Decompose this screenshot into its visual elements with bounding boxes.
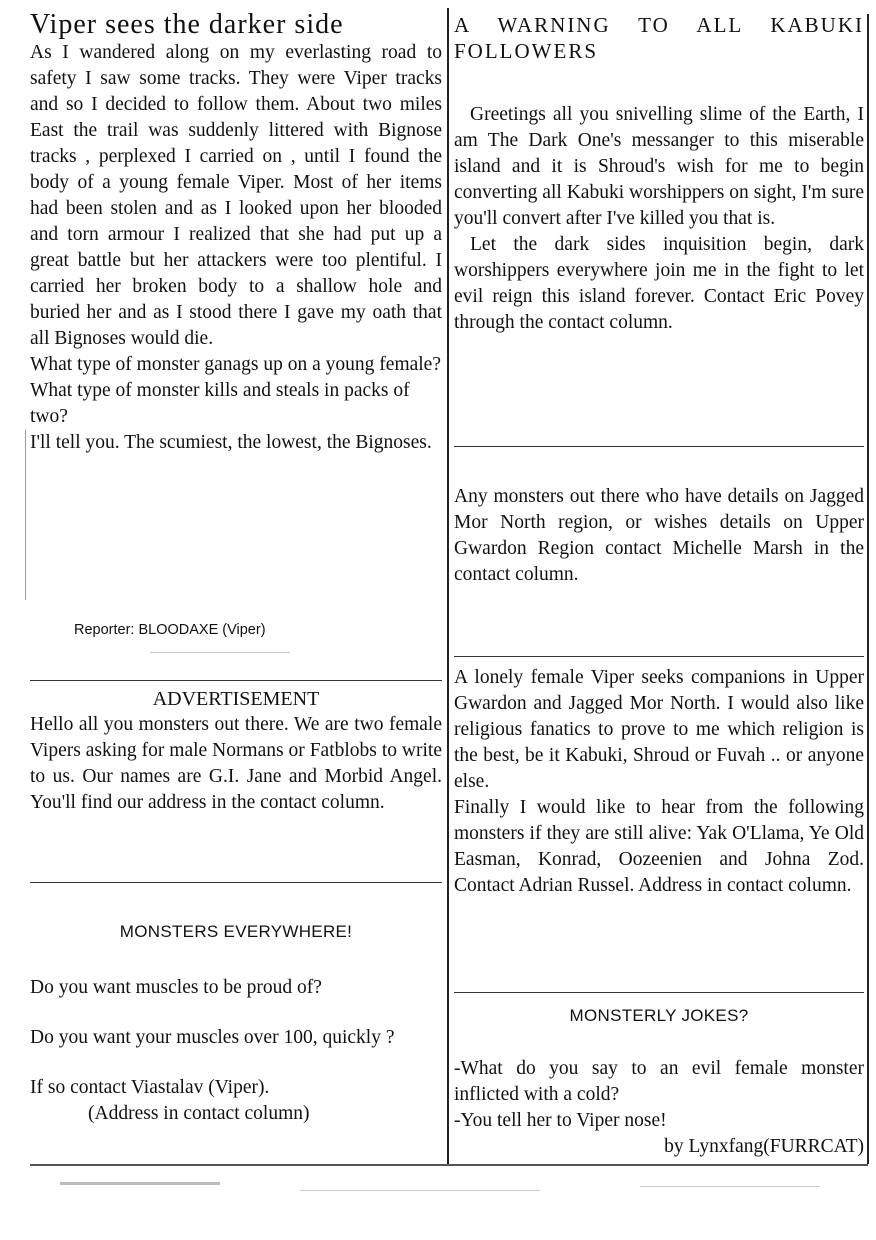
joke-signature: by Lynxfang(FURRCAT): [664, 1136, 864, 1157]
lonely-viper-ad: [454, 665, 864, 899]
column-divider: [447, 8, 449, 1166]
jagged-notice-body: Any monsters out there who have details on Jagged Mor North region, or wishes details on Upper Gwardon Region contact Michelle Marsh in the contact column.: [454, 486, 864, 585]
bottom-rule: [30, 1164, 868, 1166]
article-question: What type of monster ganags up on a young female?: [30, 354, 441, 375]
ad-heading: ADVERTISEMENT: [152, 688, 320, 710]
monsters-line: (Address in contact column): [88, 1103, 310, 1124]
warning-title: A WARNING TO ALL KABUKI FOLLOWERS: [454, 13, 864, 63]
viper-article: [30, 10, 442, 456]
article-question: What type of monster kills and steals in packs of two?: [30, 380, 410, 427]
article-conclusion: I'll tell you. The scumiest, the lowest, the Bignoses.: [30, 432, 432, 453]
monsters-ad: [30, 975, 442, 1127]
smudge: [150, 652, 290, 653]
lonely-viper-paragraph: Finally I would like to hear from the following monsters if they are still alive: Yak O'Llama, Ye Old Easman, Konrad, Oozeenien and Johna Zod. Contact Adrian Russel. Address in contact column.: [454, 797, 864, 896]
article-title: Viper sees the darker side: [30, 9, 344, 40]
section-divider: [454, 446, 864, 447]
section-divider: [30, 882, 442, 883]
joke-line: -What do you say to an evil female monster inflicted with a cold?: [454, 1058, 864, 1105]
smudge: [300, 1190, 540, 1191]
smudge: [640, 1186, 820, 1187]
section-divider: [454, 656, 864, 657]
right-border: [867, 14, 869, 1164]
warning-article: [454, 12, 864, 336]
section-divider: [30, 680, 442, 681]
jagged-notice: [454, 484, 864, 588]
section-divider: [454, 992, 864, 993]
smudge: [60, 1182, 220, 1185]
monsters-line: Do you want muscles to be proud of?: [30, 977, 322, 998]
joke-line: -You tell her to Viper nose!: [454, 1110, 667, 1131]
lonely-viper-paragraph: A lonely female Viper seeks companions in Upper Gwardon and Jagged Mor North. I would also like religious fanatics to prove to me which religion is the best, be it Kabuki, Shroud or Fuvah .. or anyone else.: [454, 667, 864, 792]
monsters-heading: MONSTERS EVERYWHERE!: [119, 922, 353, 941]
ad-body: Hello all you monsters out there. We are two female Vipers asking for male Normans or Fatblobs to write to us. Our names are G.I. Jane and Morbid Angel. You'll find our address in the contact column.: [30, 714, 442, 813]
jokes-heading: MONSTERLY JOKES?: [569, 1006, 749, 1025]
monsters-line: If so contact Viastalav (Viper).: [30, 1077, 270, 1098]
monsters-line: Do you want your muscles over 100, quickly ?: [30, 1027, 395, 1048]
article-paragraph: As I wandered along on my everlasting road to safety I saw some tracks. They were Viper tracks and so I decided to follow them. About two miles East the trail was suddenly littered with Bignose tracks , perplexed I carried on , until I found the body of a young female Viper. Most of her items had been stolen and as I looked upon her blooded and torn armour I realized that she had put up a great battle but her attackers were too plentiful. I carried her broken body to a shallow hole and buried her and as I stood there I gave my oath that all Bignoses would die.: [30, 42, 442, 349]
warning-paragraph: Greetings all you snivelling slime of the Earth, I am The Dark One's messanger to this miserable island and it is Shroud's wish for me to begin converting all Kabuki worshippers on sight, I'm sure you'll convert after I've killed you that is.: [454, 104, 864, 229]
advertisement: [30, 686, 442, 816]
jokes: [454, 1056, 864, 1160]
left-edge: [25, 430, 26, 600]
warning-paragraph: Let the dark sides inquisition begin, dark worshippers everywhere join me in the fight to let evil reign this island forever. Contact Eric Povey through the contact column.: [454, 234, 864, 333]
article-reporter: Reporter: BLOODAXE (Viper): [74, 622, 266, 638]
